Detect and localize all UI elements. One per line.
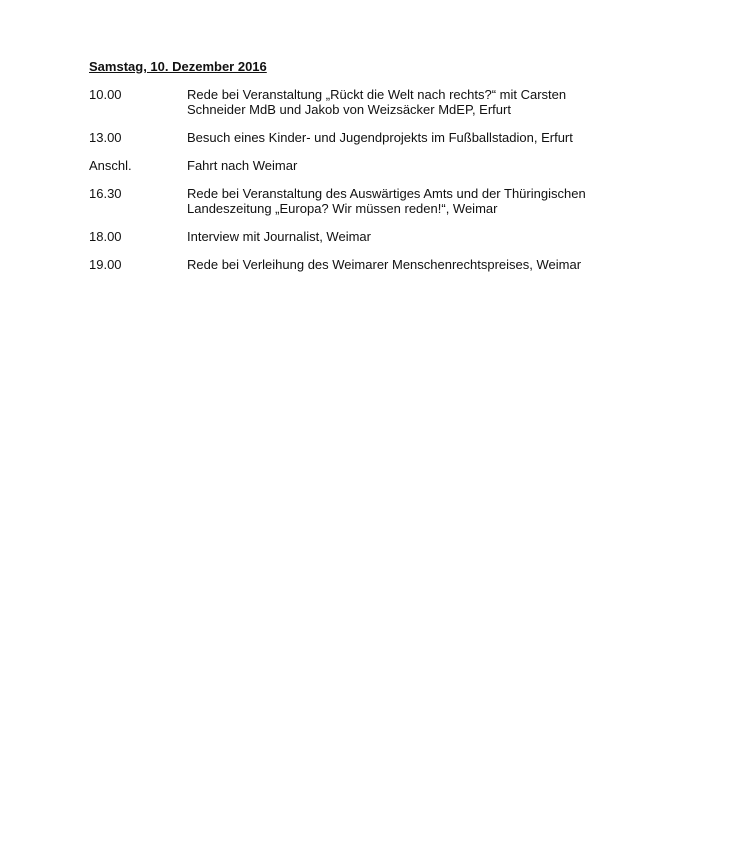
date-heading: Samstag, 10. Dezember 2016 <box>89 59 267 74</box>
schedule-entry <box>89 186 689 216</box>
schedule-entry <box>89 229 689 244</box>
entry-time: 18.00 <box>89 229 122 244</box>
schedule-entry <box>89 130 689 145</box>
schedule-list <box>89 87 689 285</box>
entry-description <box>187 257 689 272</box>
entry-time: 10.00 <box>89 87 122 102</box>
entry-description-line: Rede bei Veranstaltung „Rückt die Welt nach rechts?“ mit Carsten <box>187 87 567 102</box>
entry-description <box>187 130 689 145</box>
entry-description <box>187 229 689 244</box>
entry-description-line: Rede bei Verleihung des Weimarer Menschenrechtspreises, Weimar <box>187 257 582 272</box>
entry-description <box>187 87 689 117</box>
entry-description-line: Rede bei Veranstaltung des Auswärtiges Amts und der Thüringischen <box>187 186 586 201</box>
entry-description <box>187 158 689 173</box>
entry-description-line: Schneider MdB und Jakob von Weizsäcker MdEP, Erfurt <box>187 102 511 117</box>
entry-time: Anschl. <box>89 158 132 173</box>
entry-time: 19.00 <box>89 257 122 272</box>
schedule-entry <box>89 257 689 272</box>
entry-description-line: Interview mit Journalist, Weimar <box>187 229 371 244</box>
schedule-entry <box>89 87 689 117</box>
entry-time: 16.30 <box>89 186 122 201</box>
entry-time: 13.00 <box>89 130 122 145</box>
entry-description-line: Fahrt nach Weimar <box>187 158 298 173</box>
entry-description-line: Landeszeitung „Europa? Wir müssen reden!“, Weimar <box>187 201 498 216</box>
schedule-entry <box>89 158 689 173</box>
entry-description-line: Besuch eines Kinder- und Jugendprojekts im Fußballstadion, Erfurt <box>187 130 573 145</box>
entry-description <box>187 186 689 216</box>
